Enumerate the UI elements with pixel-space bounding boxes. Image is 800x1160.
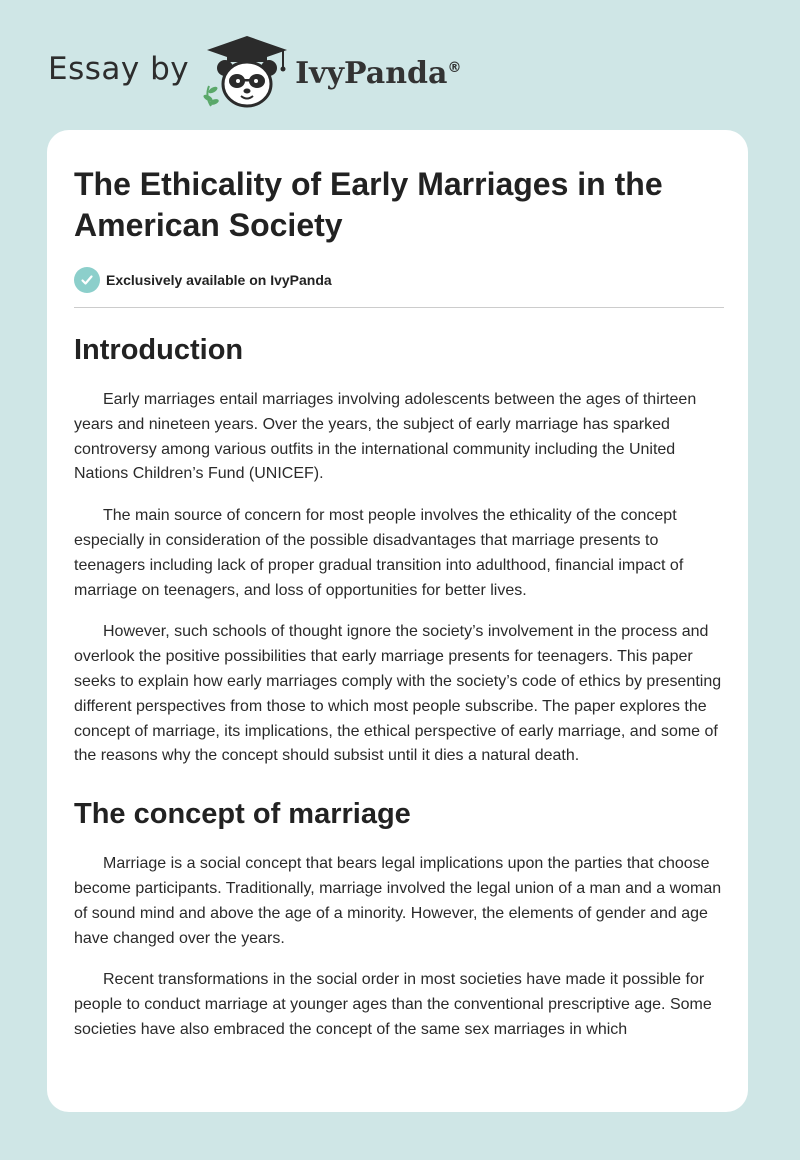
paragraph: The main source of concern for most people involves the ethicality of the concept especially in consideration of the possible disadvantages that marriage presents to teenagers including lack of proper gradual transition into adulthood, financial impact of marriage on teenagers, and loss of opportunities for better lives. — [74, 507, 684, 599]
paragraph: However, such schools of thought ignore the society’s involvement in the process and overlook the positive possibilities that early marriage presents for teenagers. This paper seeks to explain how early marriages comply with the society’s code of ethics by presenting different perspectives from those to which most people subscribe. The paper explores the concept of marriage, its implications, the ethical perspective of early marriage, and some of the reasons why the concept should subsist until it dies a natural death. — [74, 623, 722, 765]
registered-mark: ® — [447, 59, 462, 76]
exclusive-badge — [74, 267, 724, 293]
site-header — [48, 34, 461, 110]
divider — [74, 307, 724, 308]
brand-label: IvyPanda — [295, 55, 448, 91]
paragraph: Marriage is a social concept that bears legal implications upon the parties that choose become participants. Traditionally, marriage involved the legal union of a man and a woman of sound mind and above the age of a minority. However, the elements of gender and age have changed over the years. — [74, 855, 722, 947]
essay-by-label: Essay by — [48, 51, 190, 87]
panda-graduate-icon[interactable] — [203, 34, 291, 110]
article-title: The Ethicality of Early Marriages in the American Society — [74, 166, 663, 243]
article-content — [74, 164, 724, 1043]
section-heading: Introduction — [74, 334, 244, 366]
section-heading: The concept of marriage — [74, 798, 411, 831]
exclusive-badge-text: Exclusively available on IvyPanda — [106, 272, 332, 288]
checkmark-icon — [74, 267, 100, 293]
article-card — [47, 130, 748, 1112]
paragraph: Recent transformations in the social order in most societies have made it possible for people to conduct marriage at younger ages than the conventional prescriptive age. Some societies have also embraced the concept of the same sex marriages in which — [74, 971, 712, 1038]
paragraph: Early marriages entail marriages involving adolescents between the ages of thirteen years and nineteen years. Over the years, the subject of early marriage has sparked controversy among various outfits in the international community including the United Nations Children’s Fund (UNICEF). — [74, 391, 697, 483]
brand-name[interactable] — [295, 56, 461, 91]
